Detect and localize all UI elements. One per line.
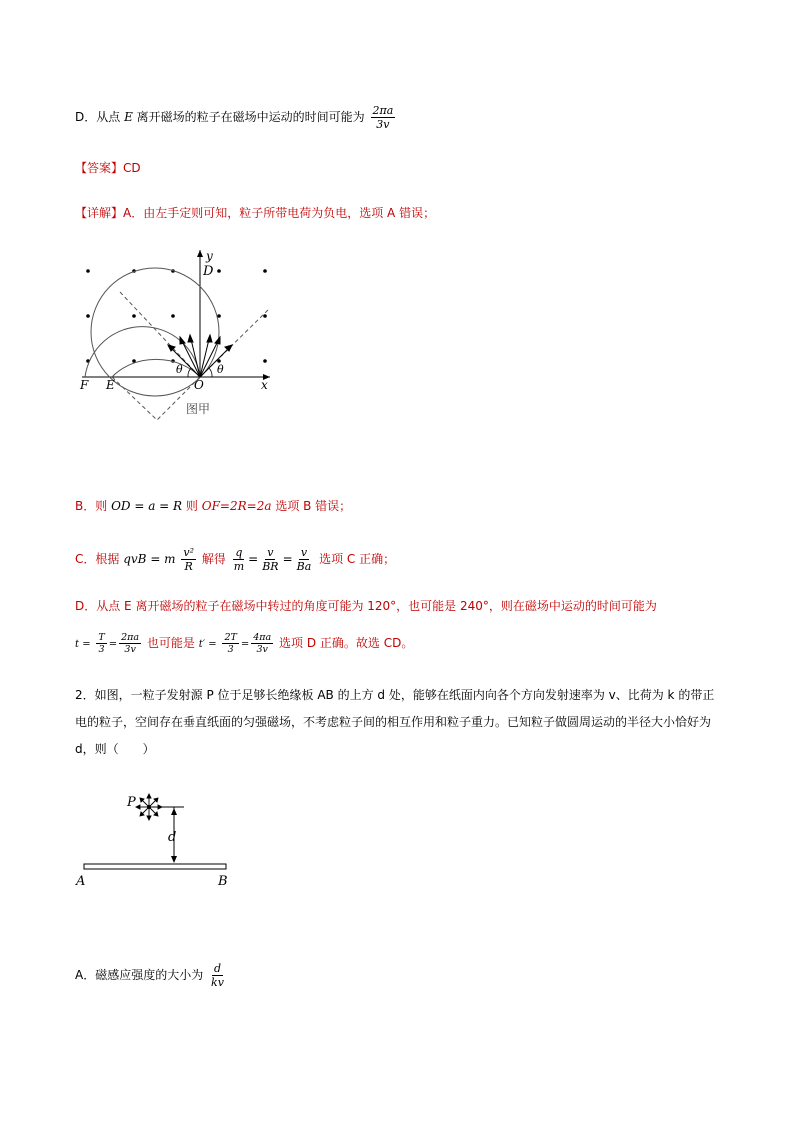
detail-b-prefix: B．则	[75, 499, 108, 513]
detail-d-fracA	[96, 632, 106, 655]
equals-1: =	[248, 552, 259, 566]
detail-c-frac3-den: BR	[262, 560, 279, 573]
detail-d-fracC-den: 3	[227, 644, 234, 655]
small-arc	[112, 359, 200, 377]
option-d-middle: 离开磁场的粒子在磁场中运动的时间可能为	[136, 110, 365, 124]
option-2a-line	[75, 962, 228, 989]
detail-b-line	[75, 498, 351, 514]
detail-d-mid: 也可能是	[146, 636, 195, 650]
label-x: x	[261, 378, 268, 392]
detail-d-line1	[75, 598, 657, 614]
label-b: B	[218, 874, 228, 889]
detail-d-text: D．从点 E 离开磁场的粒子在磁场中转过的角度可能为 120°，也可能是 240°，则在磁场中运动的时间可能为	[75, 599, 657, 613]
detail-d-fracA-num: T	[98, 632, 105, 643]
d-arrow-top	[171, 808, 177, 815]
figure-2	[72, 790, 242, 895]
option-2a-prefix: A．磁感应强度的大小为	[75, 968, 204, 982]
detail-c-suffix: 选项 C 正确；	[319, 552, 396, 566]
detail-c-frac2	[232, 546, 246, 573]
detail-c-frac4-num: v	[300, 546, 308, 559]
detail-c-frac2-den: m	[233, 560, 245, 573]
question-2-text: 2．如图，一粒子发射源 P 位于足够长绝缘板 AB 的上方 d 处，能够在纸面内向各个方向发射速率为 v、比荷为 k 的带正电的粒子，空间存在垂直纸面的匀强磁场，不考虑粒子间的相互作用和粒子重力。已知粒子做圆周运动的半径大小恰好为 d，则（ ）	[75, 688, 715, 756]
detail-d-fracC	[222, 632, 238, 655]
equals-2: =	[282, 552, 293, 566]
detail-d-fracC-num: 2T	[224, 632, 237, 643]
detail-d-fracB-den: 3v	[124, 644, 136, 655]
detail-c-eq-lhs: qvB = m	[123, 552, 176, 566]
detail-c-frac1-num: v²	[183, 546, 195, 559]
detail-c-frac2-num: q	[235, 546, 243, 559]
detail-d-line2	[75, 632, 413, 655]
label-p: P	[127, 795, 136, 810]
label-y: y	[206, 249, 213, 263]
label-e: E	[106, 378, 115, 392]
option-d-line	[75, 104, 397, 131]
detail-d-t2: t′ =	[198, 639, 217, 650]
label-o: O	[194, 378, 204, 392]
detail-c-frac4-den: Ba	[296, 560, 312, 573]
detail-b-eq1: OD = a = R	[111, 499, 183, 513]
answer-label: 【答案】	[75, 161, 124, 175]
detail-d-suffix: 选项 D 正确。故选 CD。	[279, 636, 414, 650]
detail-d-fracD-den: 3v	[256, 644, 268, 655]
label-theta-right: θ	[217, 363, 224, 376]
equals-4: =	[240, 639, 250, 650]
medium-arc	[85, 327, 200, 377]
detail-a-text: A．由左手定则可知，粒子所带电荷为负电，选项 A 错误；	[123, 206, 436, 220]
option-d-var-e: E	[124, 110, 133, 124]
detail-d-fracA-den: 3	[98, 644, 105, 655]
detail-d-fracD-num: 4πa	[253, 632, 272, 643]
answer-value: CD	[123, 161, 141, 175]
label-theta-left: θ	[176, 363, 183, 376]
option-d-fraction	[371, 104, 396, 131]
label-d2: d	[168, 830, 177, 845]
option-2a-frac-num: d	[213, 962, 222, 975]
detail-d-t: t =	[75, 639, 91, 650]
detail-d-fracB	[119, 632, 141, 655]
d-arrow-bottom	[171, 856, 177, 863]
detail-b-mid: 则	[185, 499, 198, 513]
option-d-frac-den: 3v	[376, 118, 390, 131]
option-d-frac-num: 2πa	[372, 104, 394, 117]
label-d: D	[203, 264, 214, 279]
detail-c-prefix: C．根据	[75, 552, 120, 566]
detail-c-frac3-num: v	[267, 546, 274, 559]
detail-c-mid: 解得	[201, 552, 226, 566]
angle-arc-right	[209, 368, 212, 377]
detail-c-frac3	[260, 546, 280, 573]
answer-line	[75, 160, 141, 176]
insulating-plate-ab	[84, 864, 226, 869]
detail-d-fracD	[251, 632, 273, 655]
detail-a-line	[75, 205, 435, 221]
y-axis-arrow	[197, 250, 203, 257]
option-2a-fraction	[209, 962, 226, 989]
detail-c-frac1-den: R	[184, 560, 193, 573]
option-d-prefix: D．从点	[75, 110, 121, 124]
figure-jia	[72, 240, 292, 425]
detail-c-frac4	[295, 546, 314, 573]
equals-3: =	[108, 639, 118, 650]
detail-d-fracB-num: 2πa	[121, 632, 140, 643]
detail-c-line	[75, 546, 395, 573]
detail-b-suffix: 选项 B 错误；	[275, 499, 352, 513]
label-f: F	[80, 378, 89, 392]
detail-c-frac1	[181, 546, 196, 573]
label-a: A	[76, 874, 86, 889]
detail-label: 【详解】	[75, 206, 124, 220]
figure-caption: 图甲	[186, 402, 211, 416]
option-2a-frac-den: kv	[211, 976, 224, 989]
detail-b-eq2: OF=2R=2a	[201, 499, 272, 513]
